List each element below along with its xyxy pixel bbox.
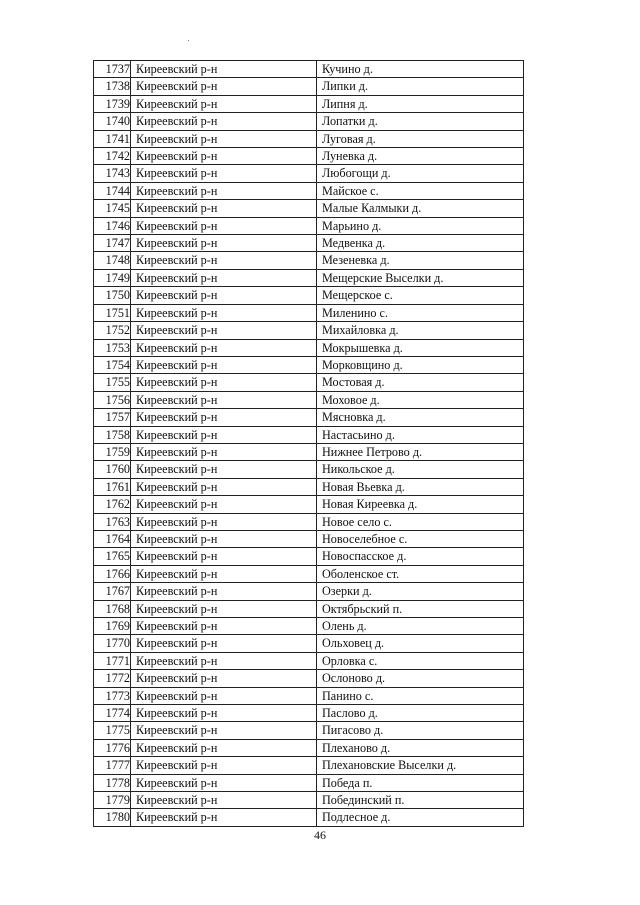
district-cell: Киреевский р-н (131, 513, 317, 530)
settlement-cell: Пигасово д. (317, 722, 524, 739)
settlement-cell: Нижнее Петрово д. (317, 443, 524, 460)
settlement-cell: Морковщино д. (317, 356, 524, 373)
district-cell: Киреевский р-н (131, 635, 317, 652)
district-cell: Киреевский р-н (131, 304, 317, 321)
district-cell: Киреевский р-н (131, 670, 317, 687)
district-cell: Киреевский р-н (131, 652, 317, 669)
row-number-cell: 1759 (94, 443, 131, 460)
settlement-cell: Липки д. (317, 78, 524, 95)
district-cell: Киреевский р-н (131, 235, 317, 252)
table-row (94, 217, 524, 234)
row-number-cell: 1761 (94, 478, 131, 495)
settlement-cell: Орловка с. (317, 652, 524, 669)
table-row (94, 130, 524, 147)
row-number-cell: 1766 (94, 565, 131, 582)
district-cell: Киреевский р-н (131, 322, 317, 339)
table-row (94, 461, 524, 478)
table-row (94, 78, 524, 95)
district-cell: Киреевский р-н (131, 461, 317, 478)
row-number-cell: 1758 (94, 426, 131, 443)
table-row (94, 792, 524, 809)
settlement-cell: Никольское д. (317, 461, 524, 478)
settlement-cell: Кучино д. (317, 61, 524, 78)
row-number-cell: 1749 (94, 269, 131, 286)
settlement-cell: Липня д. (317, 95, 524, 112)
settlement-cell: Ольховец д. (317, 635, 524, 652)
settlement-cell: Моховое д. (317, 391, 524, 408)
settlement-cell: Медвенка д. (317, 235, 524, 252)
table-row (94, 235, 524, 252)
row-number-cell: 1775 (94, 722, 131, 739)
district-cell: Киреевский р-н (131, 217, 317, 234)
district-cell: Киреевский р-н (131, 565, 317, 582)
district-cell: Киреевский р-н (131, 339, 317, 356)
table-row (94, 687, 524, 704)
district-cell: Киреевский р-н (131, 200, 317, 217)
row-number-cell: 1737 (94, 61, 131, 78)
district-cell: Киреевский р-н (131, 687, 317, 704)
district-cell: Киреевский р-н (131, 774, 317, 791)
row-number-cell: 1744 (94, 182, 131, 199)
settlement-cell: Побединский п. (317, 792, 524, 809)
settlements-table-body (94, 61, 524, 827)
district-cell: Киреевский р-н (131, 148, 317, 165)
table-row (94, 513, 524, 530)
settlement-cell: Мокрышевка д. (317, 339, 524, 356)
table-row (94, 426, 524, 443)
settlement-cell: Малые Калмыки д. (317, 200, 524, 217)
table-row (94, 287, 524, 304)
settlement-cell: Мостовая д. (317, 374, 524, 391)
district-cell: Киреевский р-н (131, 287, 317, 304)
settlement-cell: Луневка д. (317, 148, 524, 165)
settlement-cell: Ослоново д. (317, 670, 524, 687)
settlement-cell: Новое село с. (317, 513, 524, 530)
row-number-cell: 1739 (94, 95, 131, 112)
settlement-cell: Оболенское ст. (317, 565, 524, 582)
page-number: 46 (314, 828, 326, 842)
settlement-cell: Олень д. (317, 618, 524, 635)
settlement-cell: Мещерское с. (317, 287, 524, 304)
table-row (94, 165, 524, 182)
row-number-cell: 1767 (94, 583, 131, 600)
table-row (94, 374, 524, 391)
district-cell: Киреевский р-н (131, 374, 317, 391)
district-cell: Киреевский р-н (131, 182, 317, 199)
district-cell: Киреевский р-н (131, 739, 317, 756)
row-number-cell: 1773 (94, 687, 131, 704)
table-row (94, 391, 524, 408)
settlement-cell: Новая Киреевка д. (317, 496, 524, 513)
row-number-cell: 1738 (94, 78, 131, 95)
district-cell: Киреевский р-н (131, 496, 317, 513)
row-number-cell: 1745 (94, 200, 131, 217)
settlement-cell: Луговая д. (317, 130, 524, 147)
settlement-cell: Миленино с. (317, 304, 524, 321)
row-number-cell: 1756 (94, 391, 131, 408)
row-number-cell: 1764 (94, 530, 131, 547)
row-number-cell: 1777 (94, 757, 131, 774)
settlement-cell: Плехановские Выселки д. (317, 757, 524, 774)
settlement-cell: Новоспасское д. (317, 548, 524, 565)
settlement-cell: Подлесное д. (317, 809, 524, 826)
table-row (94, 409, 524, 426)
table-row (94, 565, 524, 582)
district-cell: Киреевский р-н (131, 618, 317, 635)
table-row (94, 635, 524, 652)
settlement-cell: Михайловка д. (317, 322, 524, 339)
scan-speck (188, 40, 189, 41)
settlement-cell: Победа п. (317, 774, 524, 791)
district-cell: Киреевский р-н (131, 165, 317, 182)
district-cell: Киреевский р-н (131, 269, 317, 286)
row-number-cell: 1774 (94, 705, 131, 722)
district-cell: Киреевский р-н (131, 95, 317, 112)
table-row (94, 148, 524, 165)
district-cell: Киреевский р-н (131, 130, 317, 147)
table-row (94, 496, 524, 513)
row-number-cell: 1760 (94, 461, 131, 478)
settlement-cell: Мезеневка д. (317, 252, 524, 269)
row-number-cell: 1747 (94, 235, 131, 252)
settlement-cell: Новая Вьевка д. (317, 478, 524, 495)
table-row (94, 670, 524, 687)
table-row (94, 252, 524, 269)
district-cell: Киреевский р-н (131, 356, 317, 373)
row-number-cell: 1754 (94, 356, 131, 373)
district-cell: Киреевский р-н (131, 792, 317, 809)
district-cell: Киреевский р-н (131, 757, 317, 774)
row-number-cell: 1763 (94, 513, 131, 530)
settlement-cell: Марьино д. (317, 217, 524, 234)
row-number-cell: 1771 (94, 652, 131, 669)
table-row (94, 95, 524, 112)
row-number-cell: 1740 (94, 113, 131, 130)
table-row (94, 757, 524, 774)
district-cell: Киреевский р-н (131, 78, 317, 95)
district-cell: Киреевский р-н (131, 478, 317, 495)
settlements-table (93, 60, 524, 827)
row-number-cell: 1748 (94, 252, 131, 269)
table-row (94, 722, 524, 739)
row-number-cell: 1741 (94, 130, 131, 147)
settlement-cell: Мясновка д. (317, 409, 524, 426)
row-number-cell: 1770 (94, 635, 131, 652)
table-row (94, 304, 524, 321)
district-cell: Киреевский р-н (131, 252, 317, 269)
settlement-cell: Новоселебное с. (317, 530, 524, 547)
settlement-cell: Лопатки д. (317, 113, 524, 130)
settlement-cell: Мещерские Выселки д. (317, 269, 524, 286)
settlement-cell: Настасьино д. (317, 426, 524, 443)
table-row (94, 322, 524, 339)
row-number-cell: 1752 (94, 322, 131, 339)
row-number-cell: 1765 (94, 548, 131, 565)
row-number-cell: 1772 (94, 670, 131, 687)
table-row (94, 809, 524, 826)
district-cell: Киреевский р-н (131, 722, 317, 739)
row-number-cell: 1779 (94, 792, 131, 809)
table-row (94, 182, 524, 199)
table-row (94, 600, 524, 617)
table-row (94, 774, 524, 791)
row-number-cell: 1757 (94, 409, 131, 426)
table-row (94, 618, 524, 635)
district-cell: Киреевский р-н (131, 705, 317, 722)
table-row (94, 200, 524, 217)
district-cell: Киреевский р-н (131, 426, 317, 443)
row-number-cell: 1780 (94, 809, 131, 826)
table-row (94, 269, 524, 286)
row-number-cell: 1769 (94, 618, 131, 635)
settlement-cell: Майское с. (317, 182, 524, 199)
district-cell: Киреевский р-н (131, 600, 317, 617)
row-number-cell: 1751 (94, 304, 131, 321)
district-cell: Киреевский р-н (131, 530, 317, 547)
row-number-cell: 1753 (94, 339, 131, 356)
table-row (94, 356, 524, 373)
district-cell: Киреевский р-н (131, 61, 317, 78)
row-number-cell: 1768 (94, 600, 131, 617)
settlement-cell: Панино с. (317, 687, 524, 704)
row-number-cell: 1776 (94, 739, 131, 756)
row-number-cell: 1755 (94, 374, 131, 391)
table-row (94, 478, 524, 495)
district-cell: Киреевский р-н (131, 409, 317, 426)
settlement-cell: Озерки д. (317, 583, 524, 600)
settlement-cell: Паслово д. (317, 705, 524, 722)
row-number-cell: 1743 (94, 165, 131, 182)
district-cell: Киреевский р-н (131, 809, 317, 826)
row-number-cell: 1762 (94, 496, 131, 513)
table-row (94, 583, 524, 600)
table-row (94, 548, 524, 565)
table-row (94, 530, 524, 547)
row-number-cell: 1742 (94, 148, 131, 165)
settlement-cell: Плеханово д. (317, 739, 524, 756)
table-row (94, 61, 524, 78)
table-row (94, 339, 524, 356)
settlement-cell: Любогощи д. (317, 165, 524, 182)
table-row (94, 443, 524, 460)
district-cell: Киреевский р-н (131, 583, 317, 600)
district-cell: Киреевский р-н (131, 113, 317, 130)
table-row (94, 113, 524, 130)
row-number-cell: 1746 (94, 217, 131, 234)
row-number-cell: 1778 (94, 774, 131, 791)
table-row (94, 739, 524, 756)
district-cell: Киреевский р-н (131, 443, 317, 460)
table-row (94, 652, 524, 669)
district-cell: Киреевский р-н (131, 548, 317, 565)
table-row (94, 705, 524, 722)
settlement-cell: Октябрьский п. (317, 600, 524, 617)
district-cell: Киреевский р-н (131, 391, 317, 408)
row-number-cell: 1750 (94, 287, 131, 304)
